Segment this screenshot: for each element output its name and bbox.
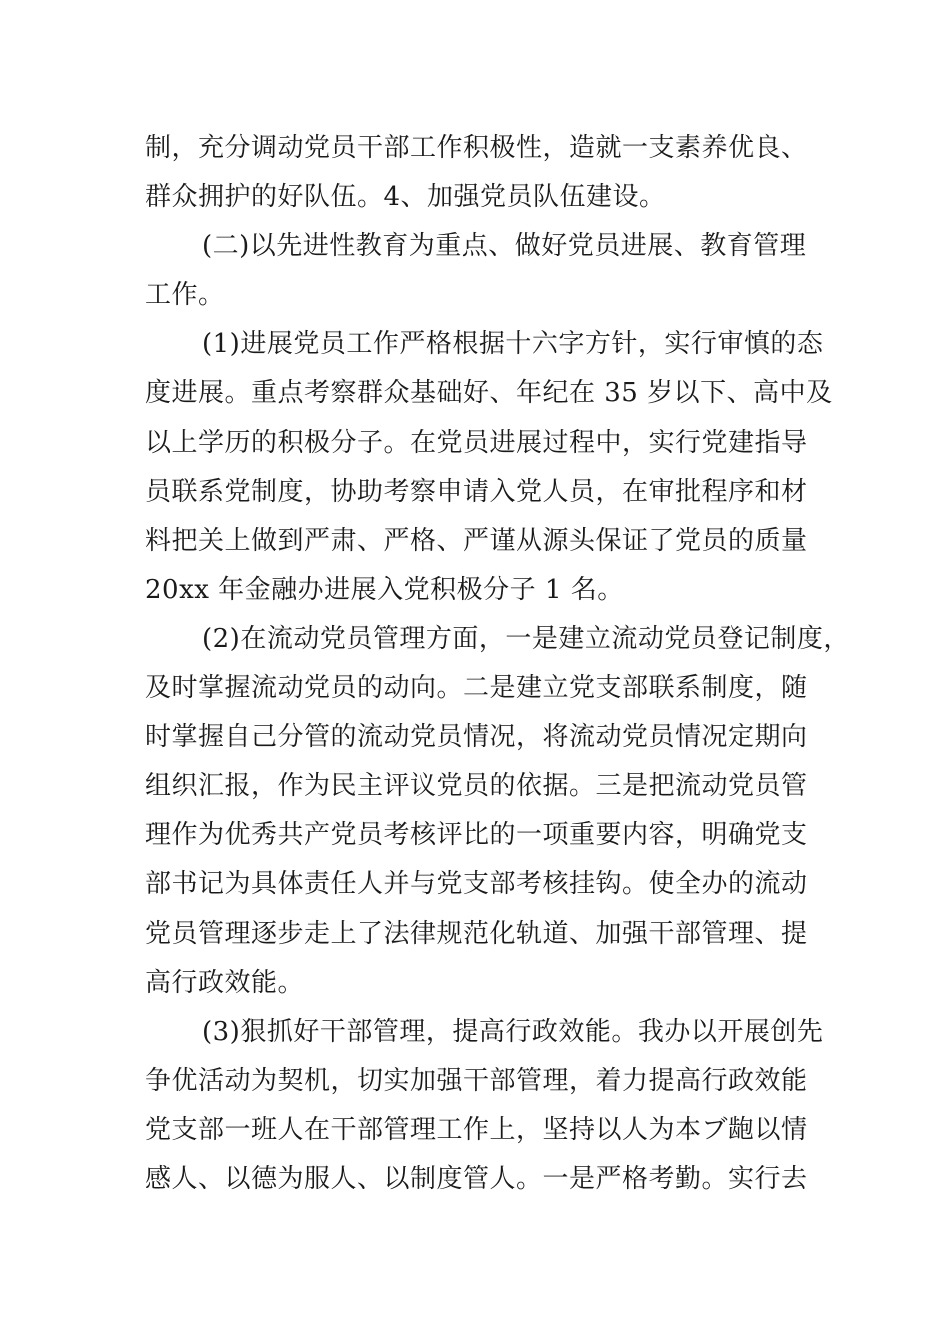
text-line: (3)狠抓好干部管理，提高行政效能。我办以开展创先 bbox=[202, 1016, 824, 1047]
text-line: 制，充分调动党员干部工作积极性，造就一支素养优良、 bbox=[145, 133, 808, 163]
text-line: 党支部一班人在干部管理工作上，坚持以人为本ブ龅以情 bbox=[145, 1114, 808, 1145]
text-line: 争优活动为契机，切实加强干部管理，着力提高行政效能 bbox=[145, 1065, 808, 1096]
text-line: 理作为优秀共产党员考核评比的一项重要内容，明确党支 bbox=[145, 820, 808, 851]
text-line: (二)以先进性教育为重点、做好党员进展、教育管理 bbox=[202, 231, 807, 262]
text-line: 20xx 年金融办进展入党积极分子 1 名。 bbox=[145, 574, 624, 605]
text-line: 时掌握自己分管的流动党员情况，将流动党员情况定期向 bbox=[145, 722, 808, 753]
text-line: 高行政效能。 bbox=[145, 967, 305, 998]
text-line: 工作。 bbox=[145, 280, 225, 311]
text-line: 料把关上做到严肃、严格、严谨从源头保证了党员的质量 bbox=[145, 525, 808, 556]
text-line: 部书记为具体责任人并与党支部考核挂钩。使全办的流动 bbox=[145, 869, 808, 900]
text-line: 组织汇报，作为民主评议党员的依据。三是把流动党员管 bbox=[145, 771, 808, 802]
text-line: 度进展。重点考察群众基础好、年纪在 35 岁以下、高中及 bbox=[145, 378, 833, 409]
document-body bbox=[145, 124, 850, 1204]
text-line: (2)在流动党员管理方面，一是建立流动党员登记制度， bbox=[202, 623, 850, 654]
text-line: 党员管理逐步走上了法律规范化轨道、加强干部管理、提 bbox=[145, 918, 808, 949]
text-line: 员联系党制度，协助考察申请入党人员，在审批程序和材 bbox=[145, 476, 808, 507]
text-line: 及时掌握流动党员的动向。二是建立党支部联系制度，随 bbox=[145, 673, 808, 704]
text-line: 群众拥护的好队伍。4、加强党员队伍建设。 bbox=[145, 182, 666, 213]
text-line: 感人、以德为服人、以制度管人。一是严格考勤。实行去 bbox=[145, 1163, 808, 1194]
text-line: (1)进展党员工作严格根据十六字方针，实行审慎的态 bbox=[202, 329, 824, 360]
text-line: 以上学历的积极分子。在党员进展过程中，实行党建指导 bbox=[145, 427, 808, 458]
